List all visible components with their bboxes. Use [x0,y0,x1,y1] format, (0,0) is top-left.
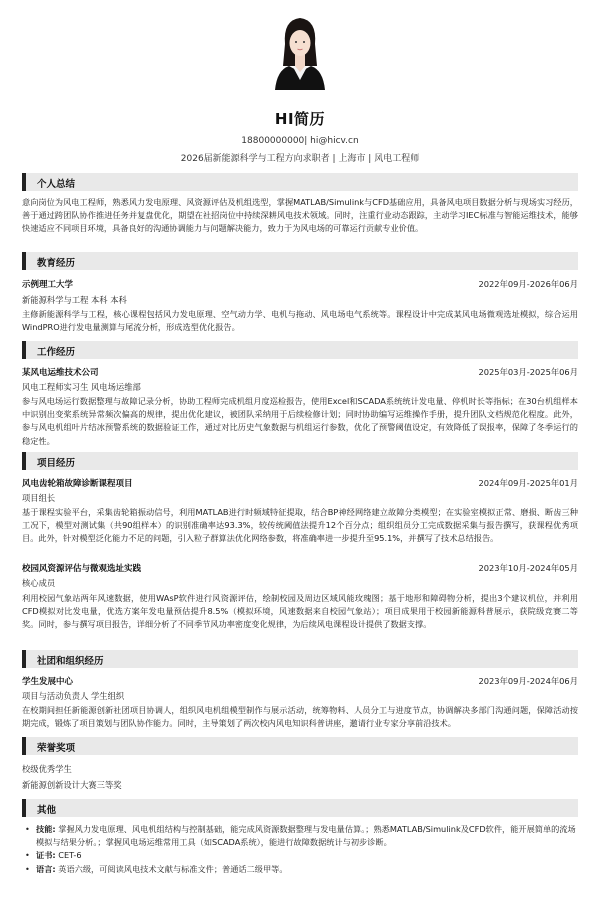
item-label: 技能: [36,824,56,834]
summary-text: 意向岗位为风电工程师，熟悉风力发电原理、风资源评估及机组选型，掌握MATLAB/Simulink与CFD基础应用，具备风电项目数据分析与现场实习经历，善于通过跨团队协作推进任务并复盘优化，期望在社招岗位中持续深耕风电技术领域。同时，注重行业动态跟踪，主动学习IEC标准与智能运维技术，能够快速适应不同项目环境，具备良好的沟通协调能力与问题解决能力，致力于为风电场的可靠运行贡献专业价值。 [22,197,578,234]
section-marker [22,173,26,191]
bullet-icon: • [25,863,30,874]
section-header-summary [22,173,578,191]
section-title: 其他 [37,805,57,816]
project-header-row [22,477,578,490]
project-role: 核心成员 [22,578,56,588]
education-major: 新能源科学与工程 本科 本科 [22,295,127,305]
item-label: 证书: [36,850,56,861]
skills-item [22,823,578,849]
company-name: 某风电运维技术公司 [22,368,99,378]
project-date: 2023年10月-2024年05月 [478,563,578,573]
project-name: 风电齿轮箱故障诊断课程项目 [22,479,133,489]
contact-info: 18800000000| hi@hicv.cn [241,136,359,146]
section-marker [22,650,26,668]
project-text: 利用校园气象站两年风速数据，使用WAsP软件进行风资源评估，绘制校园及周边区域风能玫瑰图；基于地形和障碍物分析，提出3个建议机位，并利用CFD模拟对比发电量，优选方案年发电量预估提升8.5%（模拟环境，风速数据来自校园气象站）；项目成果用于校园新能源科普展示，获院级竞赛二等奖。同时，参与撰写项目报告，详细分析了不同季节风功率密度变化规律，为后续风电课程设计提供了数据支撑。 [22,593,578,630]
item-label: 语言: [36,863,56,874]
section-title: 个人总结 [37,179,76,190]
project-date: 2024年09月-2025年01月 [478,478,578,488]
work-date: 2025年03月-2025年06月 [478,367,578,377]
section-marker [22,341,26,359]
award-item: 校级优秀学生 [22,764,72,774]
avatar [271,10,329,90]
language-item [22,863,578,876]
item-text: 掌握风力发电原理、风电机组结构与控制基础，能完成风资源数据整理与发电量估算。；熟悉MATLAB/Simulink及CFD软件，能开展简单的流场模拟与结果分析。；掌握风电场运维常用工具（如SCADA系统），能进行故障数据统计与初步诊断。 [36,824,576,848]
section-header-activities [22,650,578,668]
project-text: 基于课程实验平台，采集齿轮箱振动信号，利用MATLAB进行时频域特征提取，结合BP神经网络建立故障分类模型；在实验室模拟正常、磨损、断齿三种工况下，模型对测试集（共90组样本）的识别准确率达93.3%，较传统阈值法提升12个百分点；组织组员分工完成数据采集与报告撰写，获课程优秀项目。此外，针对模型泛化能力不足的问题，引入粒子群算法优化网络参数，将准确率进一步提升至95.1%，并撰写了技术总结报告。 [22,507,578,544]
project-header-row [22,562,578,575]
section-marker [22,799,26,817]
education-date: 2022年09月-2026年06月 [478,279,578,289]
bullet-icon: • [25,824,30,834]
education-header-row [22,278,578,291]
work-header-row [22,366,578,379]
section-title: 项目经历 [37,458,76,469]
section-title: 社团和组织经历 [37,656,104,667]
other-list [22,823,578,876]
item-text: 英语六级，可阅读风电技术文献与标准文件；普通话二级甲等。 [55,863,288,874]
activity-text: 在校期间担任新能源创新社团项目协调人，组织风电机组模型制作与展示活动，统筹物料、人员分工与进度节点，协调解决多部门沟通问题，保障活动按期完成，锻炼了项目策划与团队协作能力。同时，主导策划了两次校内风电知识科普讲座，邀请行业专家分享前沿技术。 [22,705,578,729]
bullet-icon: • [25,850,30,861]
profile-photo [271,10,329,90]
activity-header-row [22,675,578,688]
section-header-education [22,252,578,270]
certificate-item [22,849,578,862]
section-title: 教育经历 [37,258,76,269]
candidate-name: HI简历 [274,110,326,128]
project-role: 项目组长 [22,493,56,503]
section-marker [22,452,26,470]
section-header-awards [22,737,578,755]
section-header-projects [22,452,578,470]
item-text: CET-6 [55,850,82,861]
job-intent: 2026届新能源科学与工程方向求职者 | 上海市 | 风电工程师 [180,154,420,164]
section-header-other [22,799,578,817]
section-header-work [22,341,578,359]
section-title: 荣誉奖项 [37,743,76,754]
section-title: 工作经历 [37,347,76,358]
activity-role: 项目与活动负责人 学生组织 [22,691,125,701]
section-marker [22,252,26,270]
award-item: 新能源创新设计大赛三等奖 [22,780,122,790]
work-role: 风电工程师实习生 风电场运维部 [22,382,141,392]
activity-date: 2023年09月-2024年06月 [478,676,578,686]
education-text: 主修新能源科学与工程，核心课程包括风力发电原理、空气动力学、电机与拖动、风电场电气系统等。课程设计中完成某风电场微观选址模拟，综合运用WindPRO进行发电量测算与尾流分析，形成选型优化报告。 [22,309,578,333]
section-marker [22,737,26,755]
organization-name: 学生发展中心 [22,677,74,687]
project-name: 校园风资源评估与微观选址实践 [22,564,142,574]
work-text: 参与风电场运行数据整理与故障记录分析，协助工程师完成机组月度巡检报告，使用Excel和SCADA系统统计发电量、停机时长等指标；在30台机组样本中识别出变桨系统异常频次偏高的规律，提出优化建议，被团队采纳用于后续检修计划；同时协助编写运维操作手册，提升团队文档规范化程度。此外，参与风电机组叶片结冰预警系统的数据验证工作，通过对比历史气象数据与机组运行参数，优化了预警阈值设定，有效降低了误报率，保障了冬季运行的稳定性。 [22,396,578,446]
school-name: 示例理工大学 [22,280,74,290]
